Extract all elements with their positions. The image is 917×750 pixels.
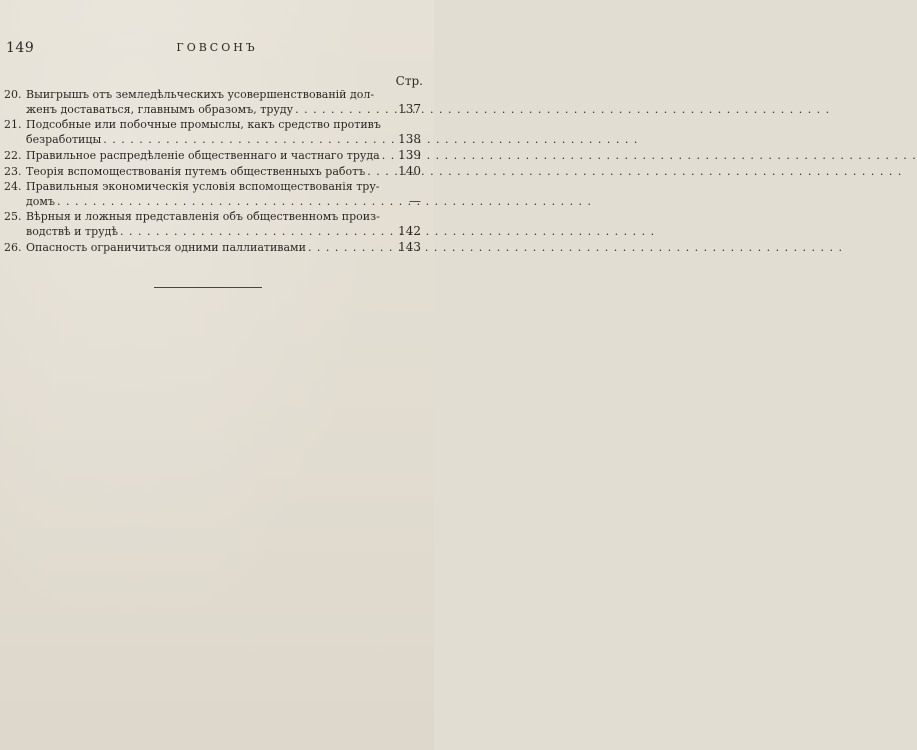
toc-entry-title: Правильныя экономическія условія вспомоществованія тру- [26, 180, 380, 193]
toc-entry-page: 140 [398, 164, 421, 178]
toc-entry-page: 143 [398, 240, 421, 254]
toc-entry-title: Опасность ограничиться одними паллиативами [26, 241, 306, 254]
toc-entry-24 [4, 180, 421, 209]
dot-leader [57, 195, 407, 209]
table-of-contents [4, 88, 421, 256]
section-divider-rule [154, 287, 262, 288]
toc-entry-22 [4, 148, 421, 163]
toc-entry-25 [4, 210, 421, 239]
book-page [0, 0, 434, 750]
toc-entry-title-continued: водствѣ и трудѣ [26, 225, 118, 238]
page-number: 149 [6, 40, 35, 56]
toc-entry-title-continued: женъ доставаться, главнымъ образомъ, труду [26, 103, 294, 116]
toc-entry-title: Теорія вспомоществованія путемъ общественныхъ работъ [26, 165, 366, 178]
dot-leader [120, 225, 396, 239]
running-title: ГОВСОНЪ [176, 41, 258, 54]
toc-entry-title-continued: домъ [26, 195, 55, 208]
toc-entry-page: 142 [398, 224, 421, 238]
toc-entry-23 [4, 164, 421, 179]
toc-entry-page: 137 [398, 102, 421, 116]
toc-entry-number: 21. [4, 118, 22, 131]
toc-entry-number: 26. [4, 241, 22, 254]
toc-entry-title: Подсобные или побочные промыслы, какъ средство противъ [26, 118, 381, 131]
toc-entry-20 [4, 88, 421, 117]
toc-entry-page: 139 [398, 148, 421, 162]
running-head [0, 40, 434, 60]
toc-entry-title: Правильное распредѣленіе общественнаго и частнаго труда [26, 149, 380, 162]
toc-entry-page: — [409, 194, 421, 208]
page-column-label: Стр. [395, 74, 423, 88]
toc-entry-number: 25. [4, 210, 22, 223]
toc-entry-21 [4, 118, 421, 147]
toc-entry-number: 23. [4, 165, 22, 178]
dot-leader [295, 103, 396, 117]
toc-entry-number: 20. [4, 88, 22, 101]
toc-entry-title: Выигрышъ отъ земледѣльческихъ усовершенствованій дол- [26, 88, 375, 101]
dot-leader [103, 133, 396, 147]
toc-entry-page: 138 [398, 132, 421, 146]
dot-leader [382, 149, 396, 163]
toc-entry-26 [4, 240, 421, 255]
toc-entry-title-continued: безработицы [26, 133, 102, 146]
toc-entry-number: 22. [4, 149, 22, 162]
toc-entry-title: Вѣрныя и ложныя представленія объ общественномъ произ- [26, 210, 380, 223]
toc-entry-number: 24. [4, 180, 22, 193]
dot-leader [367, 165, 396, 179]
dot-leader [308, 241, 396, 255]
